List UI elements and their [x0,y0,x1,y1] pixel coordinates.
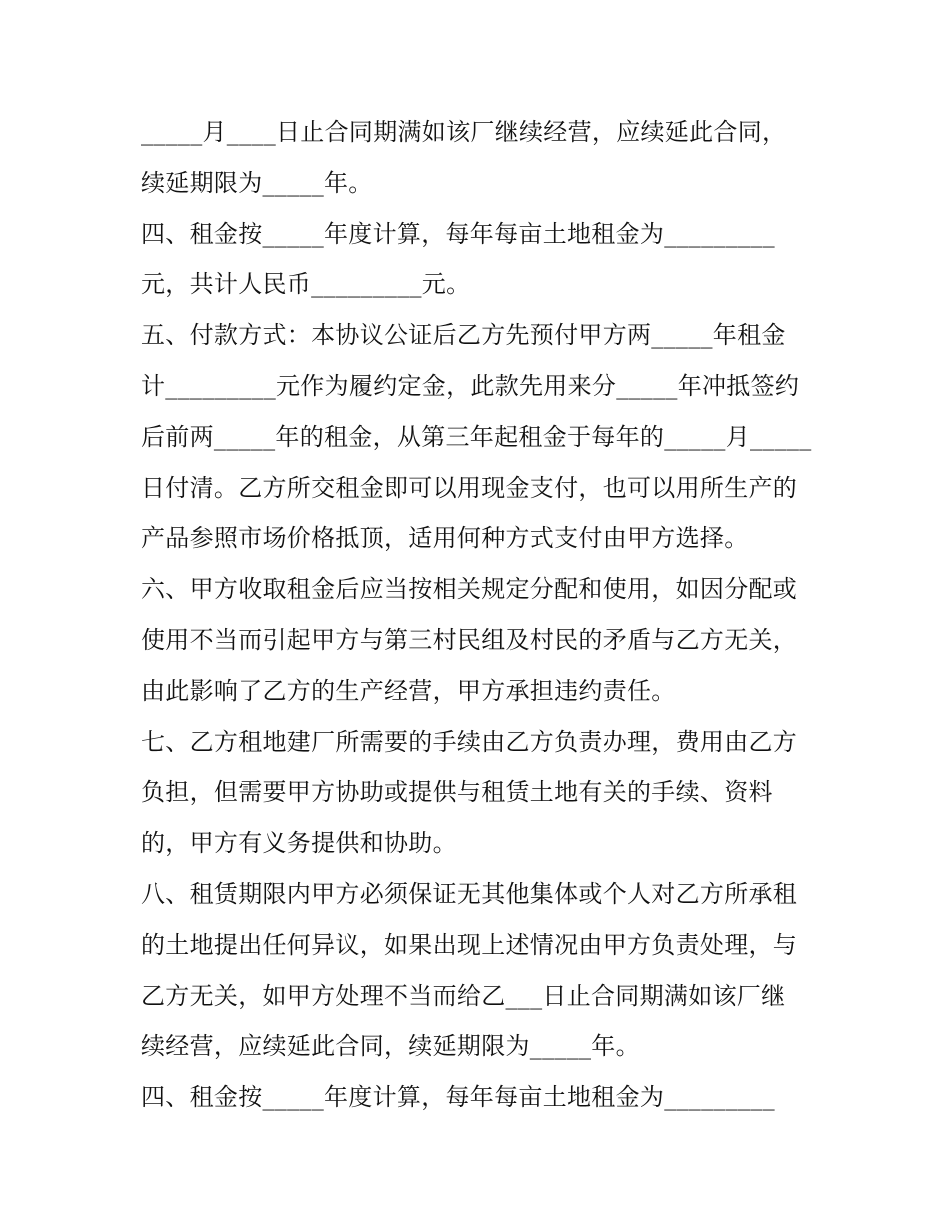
text-line: 七、乙方租地建厂所需要的手续由乙方负责办理，费用由乙方 [141,727,798,756]
text-line: 计_________元作为履约定金，此款先用来分_____年冲抵签约 [141,371,800,400]
text-line: 乙方无关，如甲方处理不当而给乙___日止合同期满如该厂继 [141,981,786,1010]
text-line: 六、甲方收取租金后应当按相关规定分配和使用，如因分配或 [141,575,798,604]
text-line: 的土地提出任何异议，如果出现上述情况由甲方负责处理，与 [141,930,798,959]
document-body [141,107,821,1123]
text-line: 后前两_____年的租金，从第三年起租金于每年的_____月_____ [141,422,812,451]
text-line: 使用不当而引起甲方与第三村民组及村民的矛盾与乙方无关， [141,625,798,654]
text-line: 八、租赁期限内甲方必须保证无其他集体或个人对乙方所承租 [141,879,798,908]
text-line: 四、租金按_____年度计算，每年每亩土地租金为_________ [141,1083,775,1112]
text-line: 四、租金按_____年度计算，每年每亩土地租金为_________ [141,219,775,248]
text-line: 续经营，应续延此合同，续延期限为_____年。 [141,1032,640,1061]
text-line: 五、付款方式：本协议公证后乙方先预付甲方两_____年租金 [141,321,786,350]
text-line: 由此影响了乙方的生产经营，甲方承担违约责任。 [141,676,676,705]
text-line: 日付清。乙方所交租金即可以用现金支付，也可以用所生产的 [141,473,798,502]
text-line: 负担，但需要甲方协助或提供与租赁土地有关的手续、资料 [141,778,773,807]
text-line: _____月____日止合同期满如该厂继续经营，应续延此合同， [141,118,787,146]
text-line: 产品参照市场价格抵顶，适用何种方式支付由甲方选择。 [141,524,749,553]
text-line: 元，共计人民币_________元。 [141,270,471,299]
text-line: 的，甲方有义务提供和协助。 [141,829,457,858]
text-line: 续延期限为_____年。 [141,168,373,197]
